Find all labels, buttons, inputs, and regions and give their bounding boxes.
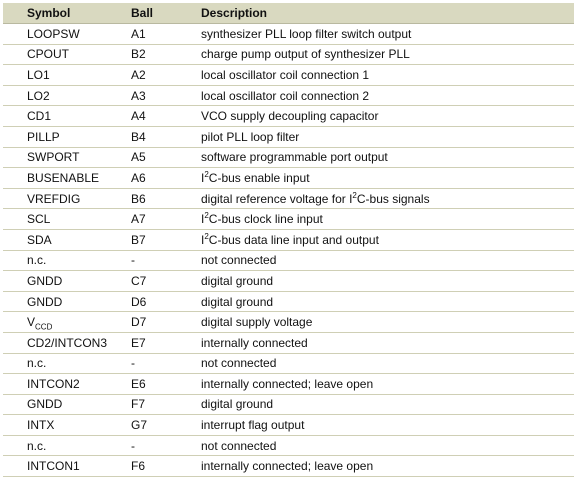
ball-cell: G7 [127, 415, 201, 436]
description-cell: interrupt flag output [201, 415, 574, 436]
table-row [3, 126, 574, 147]
table-row [3, 168, 574, 189]
table-row [3, 147, 574, 168]
ball-cell: A3 [127, 85, 201, 106]
symbol-cell: SDA [3, 229, 127, 250]
description-header: Description [201, 3, 574, 24]
symbol-cell: PILLP [3, 126, 127, 147]
symbol-cell: n.c. [3, 250, 127, 271]
description-cell: synthesizer PLL loop filter switch output [201, 24, 574, 45]
table-row [3, 456, 574, 477]
table-row [3, 188, 574, 209]
symbol-cell: VREFDIG [3, 188, 127, 209]
symbol-cell: CPOUT [3, 44, 127, 65]
ball-cell: A2 [127, 65, 201, 86]
ball-cell: - [127, 353, 201, 374]
description-cell: digital supply voltage [201, 312, 574, 333]
description-cell: internally connected; leave open [201, 374, 574, 395]
table-row [3, 106, 574, 127]
symbol-cell: $V_{CCD}$ [3, 312, 127, 333]
ball-cell: F6 [127, 456, 201, 477]
pin-description-table [3, 3, 574, 477]
ball-cell: C7 [127, 271, 201, 292]
description-cell: digital ground [201, 394, 574, 415]
description-cell: not connected [201, 250, 574, 271]
symbol-cell: GNDD [3, 394, 127, 415]
table-row [3, 312, 574, 333]
ball-cell: E7 [127, 332, 201, 353]
symbol-cell: GNDD [3, 271, 127, 292]
ball-cell: B2 [127, 44, 201, 65]
symbol-cell: n.c. [3, 435, 127, 456]
description-cell: VCO supply decoupling capacitor [201, 106, 574, 127]
symbol-cell: INTCON1 [3, 456, 127, 477]
symbol-cell: CD1 [3, 106, 127, 127]
table-row [3, 435, 574, 456]
ball-cell: A1 [127, 24, 201, 45]
table-row [3, 65, 574, 86]
ball-header: Ball [127, 3, 201, 24]
description-cell: charge pump output of synthesizer PLL [201, 44, 574, 65]
ball-cell: B6 [127, 188, 201, 209]
description-cell: digital ground [201, 291, 574, 312]
ball-cell: B7 [127, 229, 201, 250]
description-cell: not connected [201, 353, 574, 374]
table-row [3, 332, 574, 353]
description-cell: $I^2C$-bus clock line input [201, 209, 574, 230]
ball-cell: A6 [127, 168, 201, 189]
description-cell: software programmable port output [201, 147, 574, 168]
table-row [3, 271, 574, 292]
symbol-cell: INTX [3, 415, 127, 436]
description-cell: local oscillator coil connection 2 [201, 85, 574, 106]
symbol-cell: SCL [3, 209, 127, 230]
table-row [3, 415, 574, 436]
symbol-header: Symbol [3, 3, 127, 24]
ball-cell: D6 [127, 291, 201, 312]
ball-cell: A5 [127, 147, 201, 168]
table-row [3, 44, 574, 65]
description-cell: internally connected [201, 332, 574, 353]
symbol-cell: BUSENABLE [3, 168, 127, 189]
symbol-cell: LO2 [3, 85, 127, 106]
header-row [3, 3, 574, 24]
table-row [3, 353, 574, 374]
table-row [3, 209, 574, 230]
table-row [3, 229, 574, 250]
ball-cell: - [127, 435, 201, 456]
description-cell: $I^2C$-bus data line input and output [201, 229, 574, 250]
description-cell: $I^2C$-bus enable input [201, 168, 574, 189]
table-row [3, 394, 574, 415]
symbol-cell: INTCON2 [3, 374, 127, 395]
ball-cell: B4 [127, 126, 201, 147]
ball-cell: A4 [127, 106, 201, 127]
description-cell: local oscillator coil connection 1 [201, 65, 574, 86]
table-row [3, 291, 574, 312]
table-row [3, 250, 574, 271]
table-row [3, 374, 574, 395]
ball-cell: D7 [127, 312, 201, 333]
symbol-cell: SWPORT [3, 147, 127, 168]
table-row [3, 24, 574, 45]
table-row [3, 85, 574, 106]
symbol-cell: n.c. [3, 353, 127, 374]
symbol-cell: CD2/INTCON3 [3, 332, 127, 353]
ball-cell: E6 [127, 374, 201, 395]
ball-cell: F7 [127, 394, 201, 415]
description-cell: not connected [201, 435, 574, 456]
description-cell: internally connected; leave open [201, 456, 574, 477]
ball-cell: - [127, 250, 201, 271]
description-cell: digital ground [201, 271, 574, 292]
description-cell: digital reference voltage for $I^2C$-bus signals [201, 188, 574, 209]
symbol-cell: LOOPSW [3, 24, 127, 45]
description-cell: pilot PLL loop filter [201, 126, 574, 147]
symbol-cell: GNDD [3, 291, 127, 312]
symbol-cell: LO1 [3, 65, 127, 86]
ball-cell: A7 [127, 209, 201, 230]
